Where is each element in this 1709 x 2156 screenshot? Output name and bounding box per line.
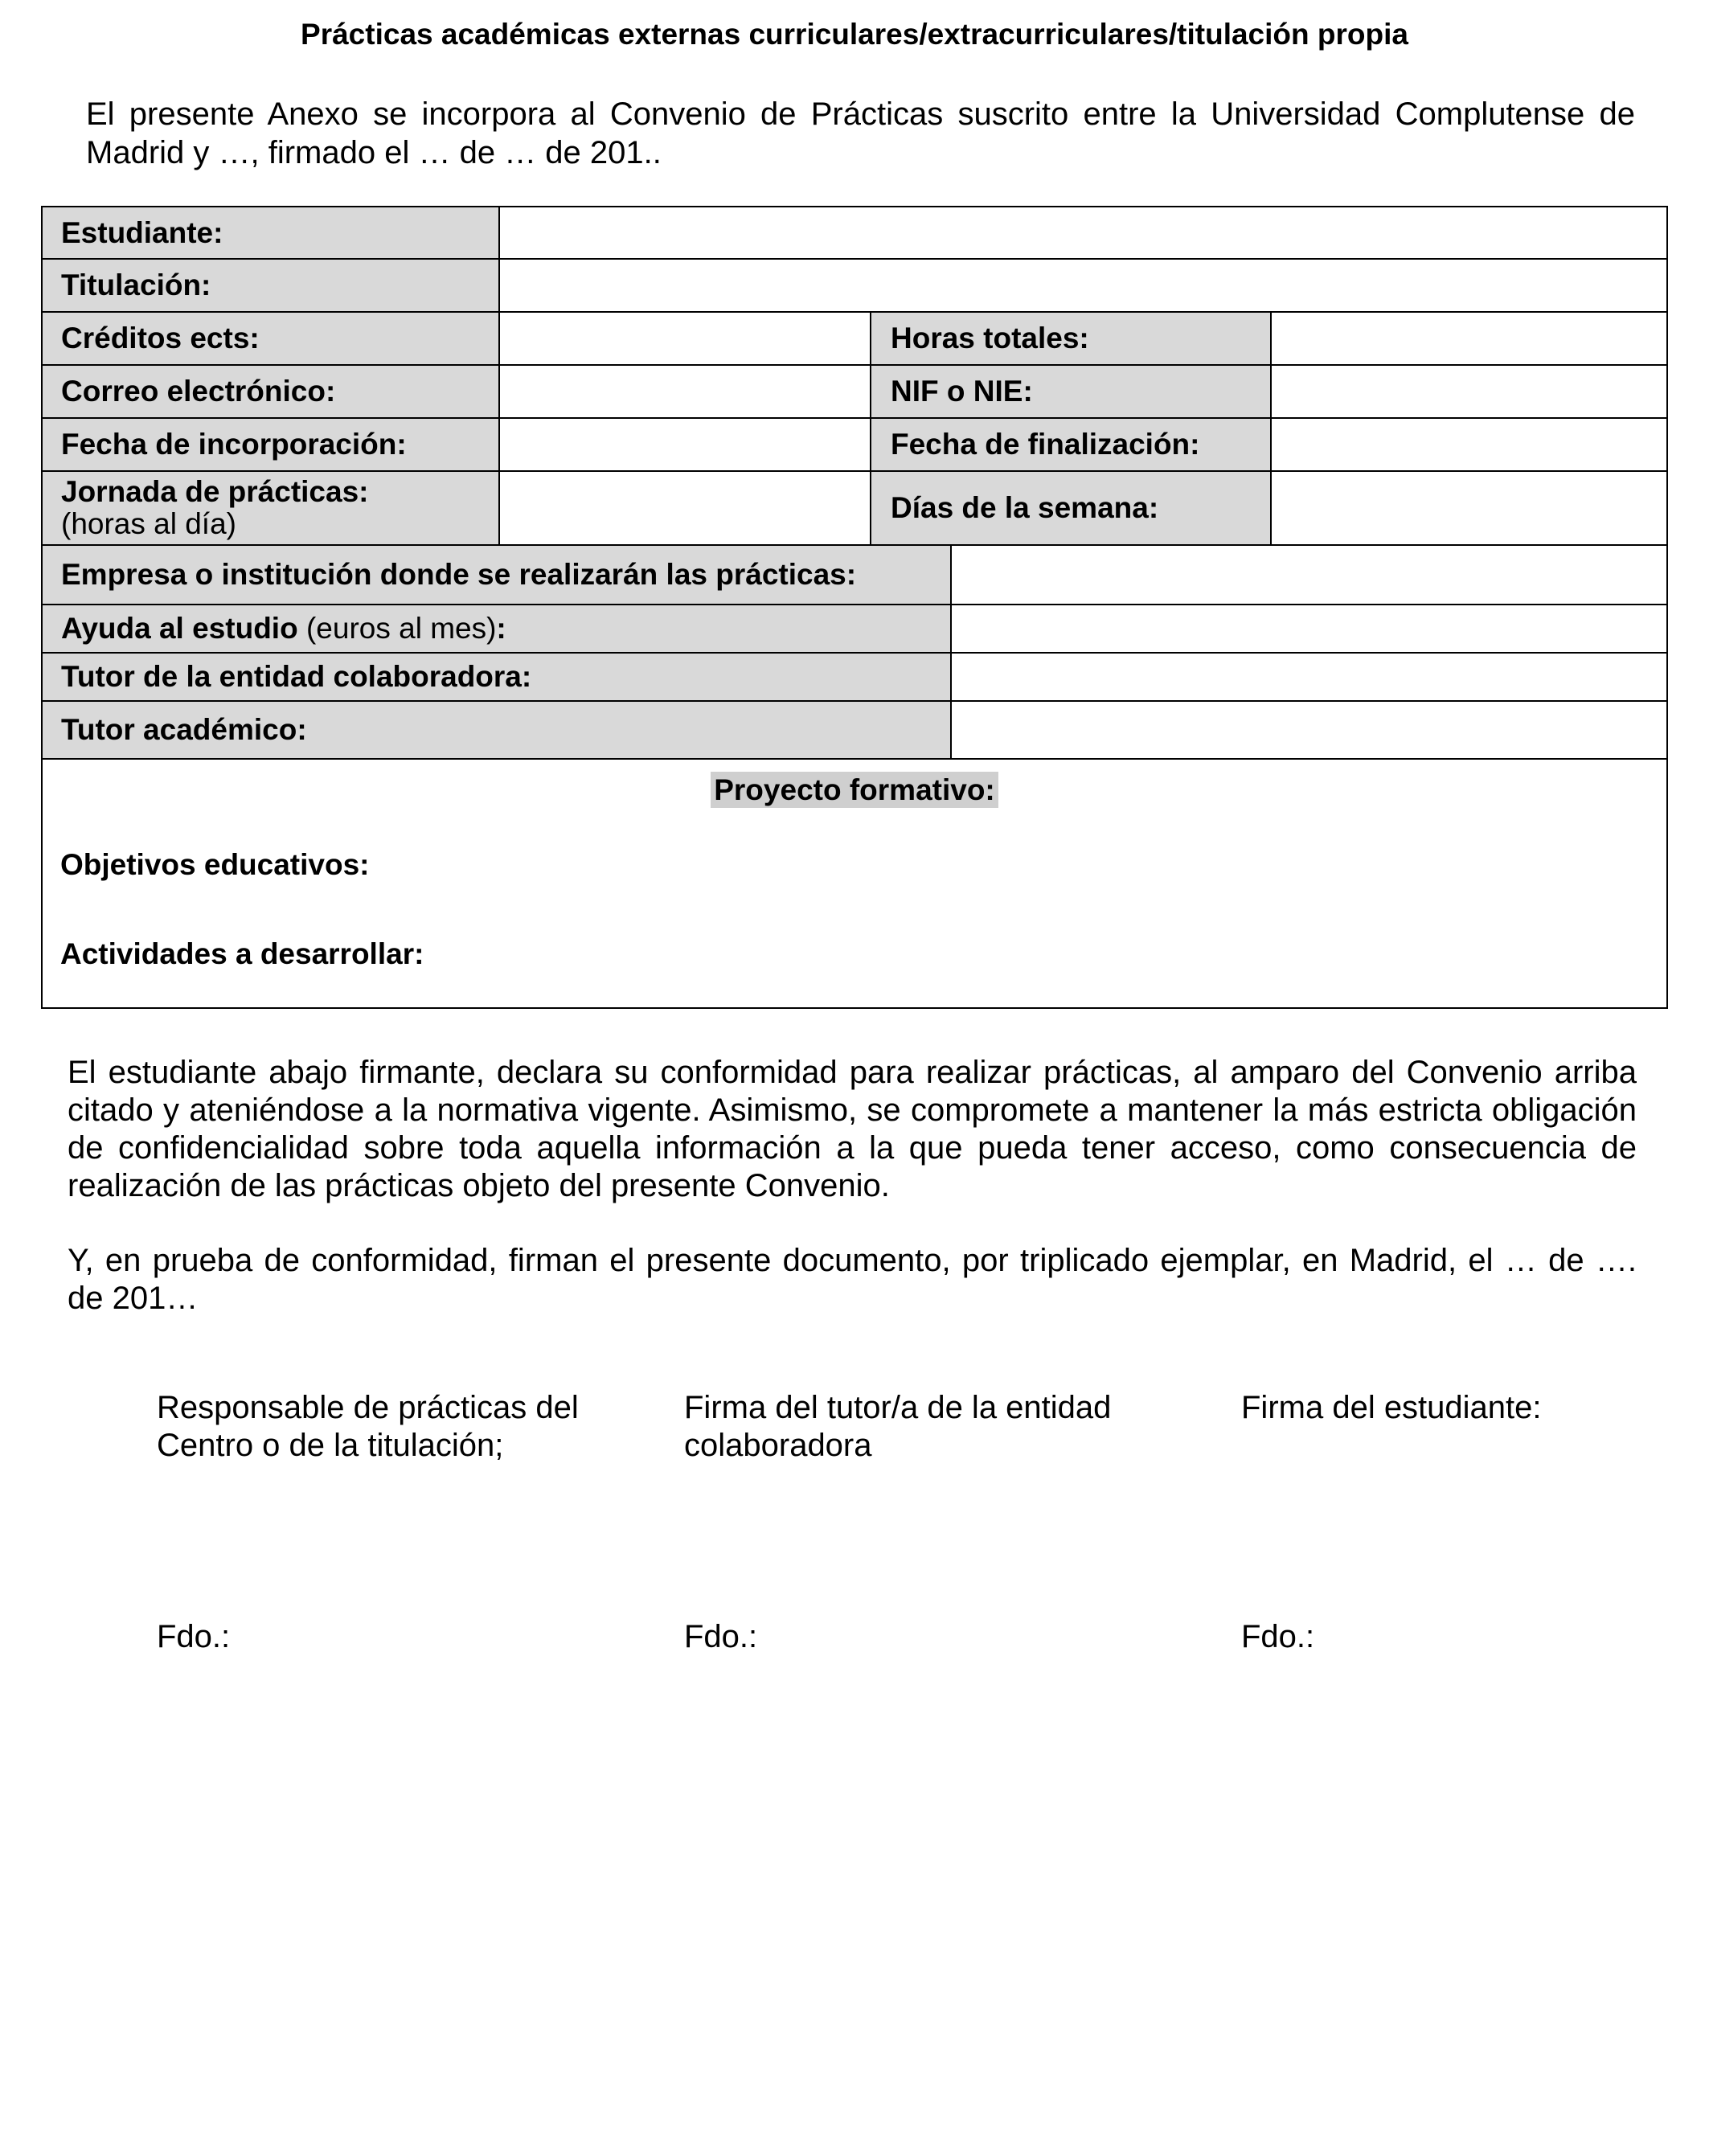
label-horas-totales: Horas totales: bbox=[871, 312, 1272, 365]
row-divider bbox=[41, 758, 1668, 760]
label-ayuda: Ayuda al estudio (euros al mes) : bbox=[42, 605, 952, 653]
label-correo: Correo electrónico: bbox=[42, 365, 500, 418]
row-divider bbox=[41, 258, 1668, 260]
col-divider bbox=[870, 311, 871, 545]
row-divider bbox=[41, 544, 1668, 546]
label-nif: NIF o NIE: bbox=[871, 365, 1272, 418]
label-ayuda-sub: (euros al mes) bbox=[305, 612, 497, 645]
fdo-responsable: Fdo.: bbox=[157, 1619, 231, 1654]
signature-tutor bbox=[684, 1389, 1111, 1465]
label-fecha-finalizacion: Fecha de finalización: bbox=[871, 418, 1272, 471]
fdo-estudiante: Fdo.: bbox=[1241, 1619, 1315, 1654]
row-divider bbox=[41, 604, 1668, 605]
col-divider bbox=[498, 206, 500, 545]
declaration-paragraph: El estudiante abajo firmante, declara su conformidad para realizar prácticas, al amparo del Convenio arriba citado y ateniéndose a la normativa vigente. Asimismo, se compromete a mantener la más estricta obligación de confidencialidad sobre toda aquella información a la que pueda tener acceso, como consecuencia de realización de las prácticas objeto del presente Convenio. bbox=[68, 1055, 1637, 1203]
conformity-paragraph: Y, en prueba de conformidad, firman el presente documento, por triplicado ejemplar, en Madrid, el … de …. de 201… bbox=[68, 1243, 1637, 1316]
label-fecha-incorporacion: Fecha de incorporación: bbox=[42, 418, 500, 471]
table-border bbox=[41, 206, 1668, 1009]
label-jornada: Jornada de prácticas: (horas al día) bbox=[42, 471, 500, 545]
signature-tutor-line1: Firma del tutor/a de la entidad bbox=[684, 1390, 1112, 1425]
col-divider bbox=[950, 544, 952, 759]
row-divider bbox=[41, 311, 1668, 313]
label-creditos: Créditos ects: bbox=[42, 312, 500, 365]
label-tutor-academico: Tutor académico: bbox=[42, 701, 952, 759]
signature-estudiante-label: Firma del estudiante: bbox=[1241, 1390, 1542, 1425]
label-dias-semana: Días de la semana: bbox=[871, 471, 1272, 545]
row-divider bbox=[41, 700, 1668, 702]
proyecto-formativo-title: Proyecto formativo: bbox=[0, 773, 1709, 807]
row-divider bbox=[41, 470, 1668, 472]
col-divider bbox=[1270, 311, 1272, 545]
row-divider bbox=[41, 417, 1668, 419]
signature-responsable bbox=[157, 1389, 579, 1465]
label-jornada-sub: (horas al día) bbox=[61, 507, 236, 540]
row-divider bbox=[41, 364, 1668, 366]
document-title: Prácticas académicas externas curriculares/extracurriculares/titulación propia bbox=[301, 18, 1408, 51]
actividades-label: Actividades a desarrollar: bbox=[60, 937, 424, 970]
signature-responsable-line1: Responsable de prácticas del bbox=[157, 1390, 579, 1425]
objetivos-label: Objetivos educativos: bbox=[60, 848, 370, 881]
label-empresa: Empresa o institución donde se realizarán las prácticas: bbox=[42, 545, 952, 605]
fdo-tutor: Fdo.: bbox=[684, 1619, 758, 1654]
label-estudiante: Estudiante: bbox=[42, 207, 500, 259]
signature-responsable-line2: Centro o de la titulación; bbox=[157, 1428, 504, 1463]
label-titulacion: Titulación: bbox=[42, 259, 500, 312]
label-tutor-entidad: Tutor de la entidad colaboradora: bbox=[42, 653, 952, 701]
row-divider bbox=[41, 652, 1668, 654]
signature-tutor-line2: colaboradora bbox=[684, 1428, 872, 1463]
intro-paragraph: El presente Anexo se incorpora al Convenio de Prácticas suscrito entre la Universidad Complutense de Madrid y …, firmado el … de … de 201.. bbox=[86, 96, 1635, 170]
signature-estudiante bbox=[1241, 1389, 1542, 1427]
